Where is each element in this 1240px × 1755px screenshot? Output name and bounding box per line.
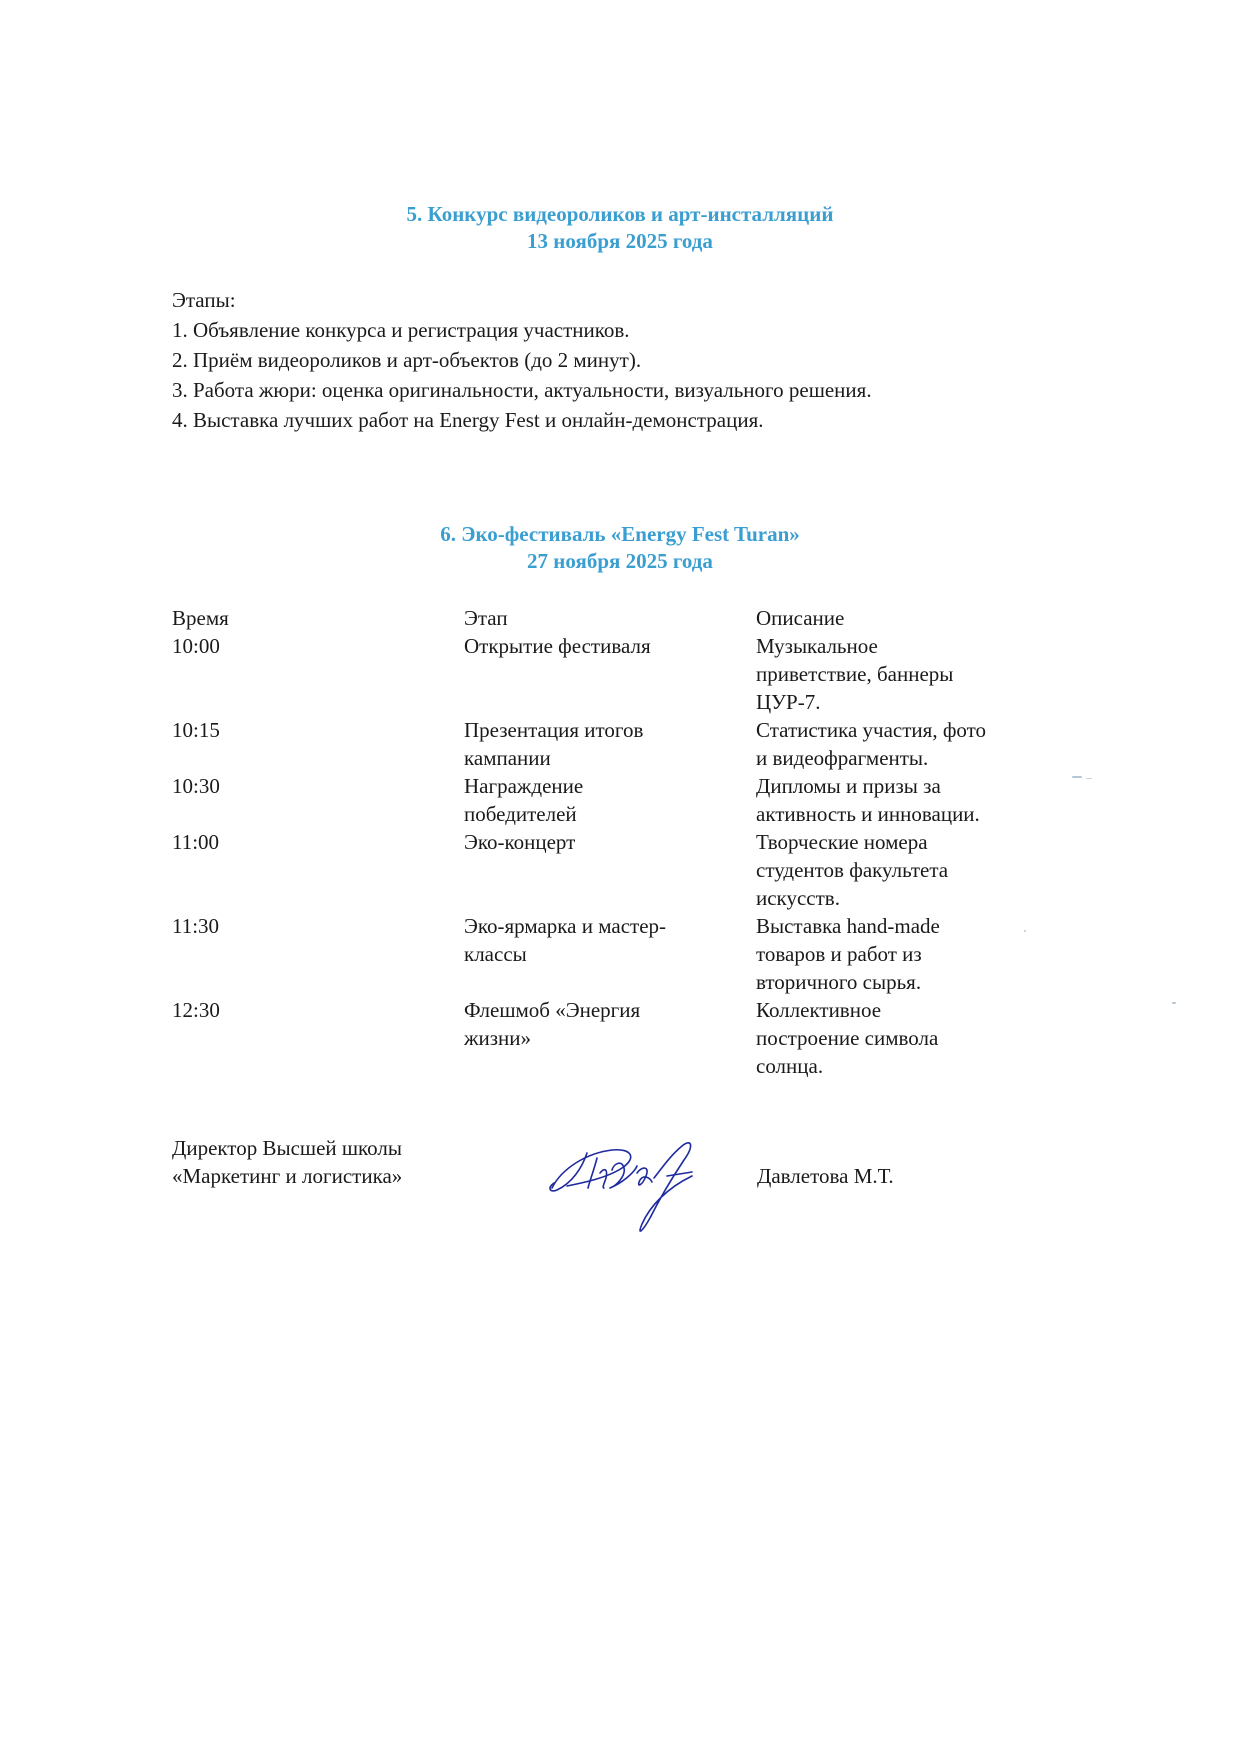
cell-stage-line: классы — [464, 942, 527, 966]
signatory-position — [172, 1134, 472, 1190]
cell-stage-line: победителей — [464, 802, 577, 826]
cell-description-line: искусств. — [756, 886, 840, 910]
scan-artifact — [1072, 776, 1082, 778]
stages-label: Этапы: — [172, 288, 236, 312]
handwritten-signature-icon — [542, 1128, 732, 1238]
cell-description-line: активность и инновации. — [756, 802, 980, 826]
cell-description — [756, 828, 1046, 912]
section-6-date: 27 ноября 2025 года — [527, 549, 713, 573]
cell-description-line: Творческие номера — [756, 830, 928, 854]
cell-description-line: ЦУР-7. — [756, 690, 821, 714]
section-6-title: 6. Эко-фестиваль «Energy Fest Turan» — [440, 522, 800, 546]
festival-schedule-table — [172, 604, 1046, 1080]
cell-stage-line: Эко-ярмарка и мастер- — [464, 914, 667, 938]
section-5-stages — [172, 285, 872, 435]
cell-stage-line: Награждение — [464, 774, 584, 798]
cell-description — [756, 716, 1046, 772]
cell-description-line: приветствие, баннеры — [756, 662, 954, 686]
cell-stage-line: Флешмоб «Энергия — [464, 998, 641, 1022]
cell-stage — [464, 996, 756, 1080]
cell-stage — [464, 772, 756, 828]
cell-description-line: Коллективное — [756, 998, 882, 1022]
section-5-date: 13 ноября 2025 года — [527, 229, 713, 253]
cell-stage-line: жизни» — [464, 1026, 532, 1050]
cell-stage — [464, 632, 756, 716]
cell-description — [756, 996, 1046, 1080]
cell-description — [756, 912, 1046, 996]
cell-time: 10:30 — [172, 774, 220, 798]
section-5-heading — [0, 201, 1240, 255]
section-6-heading — [0, 521, 1240, 575]
cell-stage-line: кампании — [464, 746, 551, 770]
cell-stage — [464, 716, 756, 772]
cell-time: 12:30 — [172, 998, 220, 1022]
cell-description — [756, 632, 1046, 716]
header-time: Время — [172, 606, 229, 630]
cell-stage — [464, 912, 756, 996]
cell-stage-line: Эко-концерт — [464, 830, 576, 854]
table-body — [172, 632, 1046, 1080]
header-stage: Этап — [464, 606, 508, 630]
table-row — [172, 996, 1046, 1080]
signatory-name: Давлетова М.Т. — [757, 1164, 894, 1188]
stage-item: 1. Объявление конкурса и регистрация участников. — [172, 318, 630, 342]
cell-description-line: построение символа — [756, 1026, 939, 1050]
cell-description-line: Музыкальное — [756, 634, 878, 658]
cell-description — [756, 772, 1046, 828]
table-row — [172, 632, 1046, 716]
cell-time: 11:00 — [172, 830, 220, 854]
table-row — [172, 772, 1046, 828]
table-header-row — [172, 604, 1046, 632]
cell-description-line: студентов факультета — [756, 858, 949, 882]
cell-description-line: вторичного сырья. — [756, 970, 922, 994]
header-description: Описание — [756, 606, 845, 630]
cell-time: 10:00 — [172, 634, 220, 658]
stage-item: 3. Работа жюри: оценка оригинальности, актуальности, визуального решения. — [172, 378, 872, 402]
cell-description-line: Выставка hand-made — [756, 914, 940, 938]
position-line-2: «Маркетинг и логистика» — [172, 1164, 403, 1188]
section-5-title: 5. Конкурс видеороликов и арт-инсталляций — [406, 202, 834, 226]
table-row — [172, 912, 1046, 996]
cell-description-line: солнца. — [756, 1054, 824, 1078]
scan-artifact — [1024, 930, 1026, 932]
cell-stage — [464, 828, 756, 912]
table-row — [172, 828, 1046, 912]
cell-description-line: товаров и работ из — [756, 942, 922, 966]
scan-artifact — [1172, 1002, 1176, 1004]
cell-description-line: Дипломы и призы за — [756, 774, 941, 798]
stage-item: 2. Приём видеороликов и арт-объектов (до 2 минут). — [172, 348, 642, 372]
cell-time: 11:30 — [172, 914, 220, 938]
table-row — [172, 716, 1046, 772]
scan-artifact — [1086, 778, 1092, 779]
cell-stage-line: Открытие фестиваля — [464, 634, 651, 658]
cell-description-line: Статистика участия, фото — [756, 718, 987, 742]
position-line-1: Директор Высшей школы — [172, 1136, 402, 1160]
cell-description-line: и видеофрагменты. — [756, 746, 929, 770]
stage-item: 4. Выставка лучших работ на Energy Fest и онлайн-демонстрация. — [172, 408, 764, 432]
cell-time: 10:15 — [172, 718, 220, 742]
cell-stage-line: Презентация итогов — [464, 718, 644, 742]
